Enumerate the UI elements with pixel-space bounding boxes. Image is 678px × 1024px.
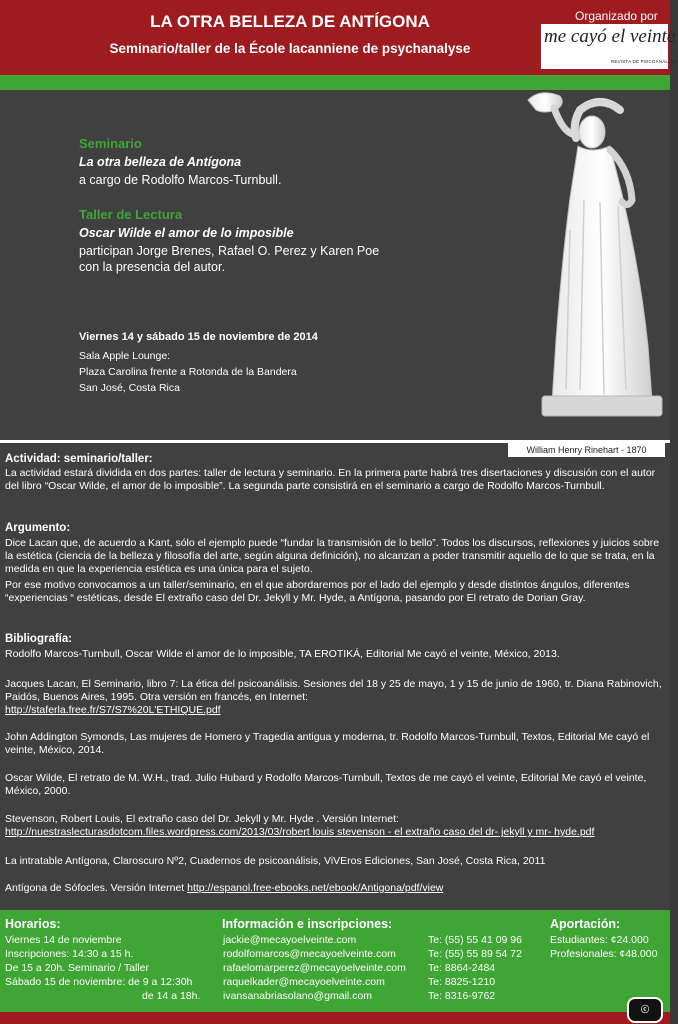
actividad-text: La actividad estará dividida en dos partes: taller de lectura y seminario. En la primera parte habrá tres disertaciones y discusión con el autor del libro “Oscar Wilde, el amor de lo imposible”. La segunda parte consistirá en el seminario a cargo de Rodolfo Marcos-Turnbull. <box>5 467 656 492</box>
aportacion-heading: Aportación: <box>550 917 621 931</box>
bibliography-entry: La intratable Antígona, Claroscuro Nº2, Cuadernos de psicoanálisis, ViVEros Ediciones, San José, Costa Rica, 2011 <box>5 855 546 867</box>
argumento-text: Por ese motivo convocamos a un taller/seminario, en el que abordaremos por el lado del ejemplo y desde distintos ángulos, diferentes “experiencias “ estéticas, desde El extraño caso del Dr. Jekyll y Mr. Hyde, a Antígona, pasando por El retrato de Dorian Gray. <box>5 579 630 604</box>
bibliography-entry-text: Stevenson, Robert Louis, El extraño caso del Dr. Jekyll y Mr. Hyde . Versión Internet: <box>5 813 399 825</box>
venue-line: Sala Apple Lounge: <box>79 350 171 362</box>
bibliography-entry: John Addington Symonds, Las mujeres de Homero y Tragedia antigua y moderna, tr. Rodolfo Marcos-Turnbull, Textos, Editorial Me cayó el veinte, México, 2014. <box>5 731 650 756</box>
bibliography-entry <box>5 813 665 839</box>
license-logo-icon: ⓒ <box>627 997 663 1023</box>
bibliography-entry-text: Jacques Lacan, El Seminario, libro 7: La ética del psicoanálisis. Sesiones del 18 y 25 de mayo, 1 y 15 de junio de 1960, tr. Diana Rabinovich, Paidós, Buenos Aires, 1995. Otra versión en francés, en Internet: <box>5 678 662 703</box>
contact-email[interactable]: ivansanabriasolano@gmail.com <box>223 990 372 1002</box>
venue-line: San José, Costa Rica <box>79 382 180 394</box>
seminario-work: La otra belleza de Antígona <box>79 155 242 169</box>
event-date: Viernes 14 y sábado 15 de noviembre de 2014 <box>79 331 318 343</box>
horarios-line: De 15 a 20h. Seminario / Taller <box>5 962 149 974</box>
contact-email[interactable]: rodolfomarcos@mecayoelveinte.com <box>223 948 396 960</box>
seminario-by: a cargo de Rodolfo Marcos-Turnbull. <box>79 173 282 187</box>
header-banner <box>0 0 678 75</box>
taller-heading: Taller de Lectura <box>79 207 183 222</box>
argumento-text: Dice Lacan que, de acuerdo a Kant, sólo el ejemplo puede “fundar la transmisión de lo bello”. Todos los discursos, reflexiones y juicios sobre la estética (ciencia de la belleza y filosofía del arte, según alguna definición), no alcanzan a poder transmitir aquello de lo que se trata, en la medida en que la experiencia estética es una única para el sujeto. <box>5 537 660 575</box>
logo-tagline: REVISTA DE PSICOANÁLISIS <box>611 59 678 64</box>
organizer-logo <box>541 24 678 69</box>
info-heading: Información e inscripciones: <box>222 917 393 931</box>
taller-presence: con la presencia del autor. <box>79 260 225 274</box>
seminario-heading: Seminario <box>79 136 142 151</box>
contact-email[interactable]: jackie@mecayoelveinte.com <box>223 934 357 946</box>
organizer-label: Organizado por <box>575 9 658 23</box>
horarios-line: Sábado 15 de noviembre: de 9 a 12:30h <box>5 976 193 988</box>
fee-line: Estudiantes: ¢24.000 <box>550 934 649 946</box>
argumento-heading: Argumento: <box>5 522 71 534</box>
green-divider <box>0 75 670 90</box>
horarios-line: Viernes 14 de noviembre <box>5 934 122 946</box>
contact-phone: Te: (55) 55 41 09 96 <box>428 934 522 946</box>
contact-phone: Te: 8316-9762 <box>428 990 496 1002</box>
contact-email[interactable]: raquelkader@mecayoelveinte.com <box>223 976 385 988</box>
bottom-red-bar <box>0 1012 670 1024</box>
actividad-heading: Actividad: seminario/taller: <box>5 453 153 465</box>
bibliography-entry-text: Antígona de Sófocles. Versión Internet <box>5 882 185 894</box>
taller-participants: participan Jorge Brenes, Rafael O. Perez y Karen Poe <box>79 244 380 258</box>
bibliografia-heading: Bibliografía: <box>5 633 73 645</box>
horarios-line: Inscripciones: 14:30 a 15 h. <box>5 948 134 960</box>
bibliography-link[interactable]: http://nuestraslecturasdotcom.files.wordpress.com/2013/03/robert louis stevenson - el extraño caso del dr- jekyll y mr- hyde.pdf <box>5 826 595 838</box>
contact-email[interactable]: rafaelomarperez@mecayoelveinte.com <box>223 962 406 974</box>
bibliography-entry: Rodolfo Marcos-Turnbull, Oscar Wilde el amor de lo imposible, TA EROTIKÁ, Editorial Me cayó el veinte, México, 2013. <box>5 648 560 660</box>
bibliography-entry <box>5 882 665 895</box>
page-title: LA OTRA BELLEZA DE ANTÍGONA <box>150 12 430 31</box>
bibliography-entry: Oscar Wilde, El retrato de M. W.H., trad. Julio Hubard y Rodolfo Marcos-Turnbull, Textos de me cayó el veinte, Editorial Me cayó el veinte, México, 2000. <box>5 772 647 797</box>
horarios-line: de 14 a 18h. <box>142 990 201 1002</box>
details-panel <box>0 443 670 910</box>
bibliography-link[interactable]: http://staferla.free.fr/S7/S7%20L'ETHIQUE.pdf <box>5 704 221 716</box>
page-subtitle: Seminario/taller de la École lacanniene de psychanalyse <box>109 41 471 56</box>
fee-line: Profesionales: ¢48.000 <box>550 948 658 960</box>
venue-line: Plaza Carolina frente a Rotonda de la Bandera <box>79 366 297 378</box>
horarios-heading: Horarios: <box>5 917 61 931</box>
bibliography-entry <box>5 678 665 717</box>
contact-phone: Te: 8864-2484 <box>428 962 496 974</box>
taller-work: Oscar Wilde el amor de lo imposible <box>79 226 294 240</box>
logo-text: me cayó el veinte <box>544 26 676 47</box>
contact-phone: Te: (55) 55 89 54 72 <box>428 948 522 960</box>
image-caption: William Henry Rinehart - 1870 <box>508 443 665 457</box>
statue-image <box>500 90 668 435</box>
bibliography-link[interactable]: http://espanol.free-ebooks.net/ebook/Antigona/pdf/view <box>187 882 444 894</box>
contact-phone: Te: 8825-1210 <box>428 976 496 988</box>
